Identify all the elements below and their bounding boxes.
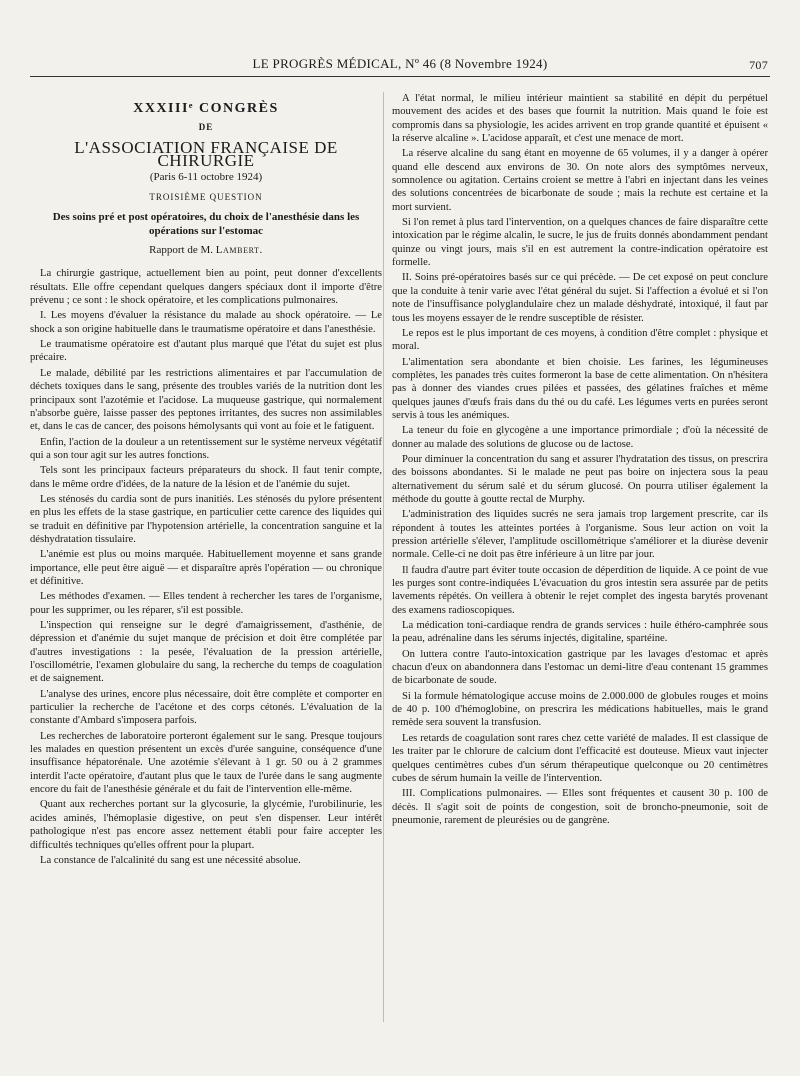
paragraph: L'alimentation sera abondante et bien choisie. Les farines, les légumineuses complètes, les panades très cuites formeront la base de cette alimentation. On n'hésitera pas à donner des viandes crues pilées et passées, des gélatines fraîches et même quelques jaunes d'œufs frais dans du thé ou du café. Les légumes verts en purées seront servis à tous les anémiques.	[392, 356, 768, 421]
paragraph: Les retards de coagulation sont rares chez cette variété de malades. Il est classique de les traiter par le chlorure de calcium dont l'efficacité est douteuse. Mieux vaut injecter quelques centimètres cubes d'un sérum thérapeutique quelconque ou 20 centimètres cubes de sérum humain la veille de l'intervention.	[392, 732, 768, 784]
rapport-author: Lambert.	[215, 244, 263, 257]
association-heading: L'ASSOCIATION FRANÇAISE DE CHIRURGIE	[74, 137, 338, 171]
paragraph: Si l'on remet à plus tard l'intervention, on a quelques chances de faire disparaître cette intoxication par le régime alcalin, le sucre, le jus de fruits donnés abondamment pendant quinze ou vingt jours, mais s'il en est autrement la contre-indication opératoire est formelle.	[392, 217, 768, 269]
question-label: TROISIÈME QUESTION	[149, 191, 263, 202]
paragraph: La constance de l'alcalinité du sang est une nécessité absolue.	[40, 854, 301, 866]
paragraph: Quant aux recherches portant sur la glycosurie, la glycémie, l'urobilinurie, les acides aminés, l'hémoplasie digestive, on peut s'en dispenser. Leur intérêt pathologique n'est pas encore assez nettement établi pour faire accepter les difficultés techniques qu'elles offrent pour la plupart.	[30, 799, 382, 851]
paragraph: I. Les moyens d'évaluer la résistance du malade au shock opératoire. — Le shock a son origine habituelle dans le traumatisme opératoire et dans l'anesthésie.	[30, 310, 382, 335]
paragraph: Tels sont les principaux facteurs préparateurs du shock. Il faut tenir compte, dans le même ordre d'idées, de la nature de la lésion et de l'anémie du sujet.	[30, 465, 382, 490]
paragraph: Pour diminuer la concentration du sang et assurer l'hydratation des tissus, on prescrira des boissons abondantes. Si le malade ne peut pas boire on injectera sous la peau alternativement du sérum salé et du sérum glucosé. On pourra utiliser également la méthode du goutte à goutte rectal de Murphy.	[392, 453, 768, 505]
paragraph: Les recherches de laboratoire porteront également sur le sang. Presque toujours les malades en question présentent un excès d'urée sanguine, conséquence d'une insuffisance hépatorénale. Une azotémie s'élevant à 1 gr. 50 ou à 2 grammes interdit l'acte opératoire, d'autant plus que le taux de l'urée dans le sang augmente encore du fait de l'anesthésie générale et du fait de l'intervention elle-même.	[30, 730, 382, 796]
paragraph: L'analyse des urines, encore plus nécessaire, doit être complète et comporter en particulier la recherche de l'acétone et des corps cétonés. L'évaluation de la constante d'Ambard s'imposera parfois.	[30, 688, 382, 727]
paragraph: L'administration des liquides sucrés ne sera jamais trop largement prescrite, car ils répondent à toutes les atteintes portées à l'organisme. Sous leur action on voit la pression artérielle s'élever, l'amplitude oscillométrique s'améliorer et la diurèse devenir normale. Celle-ci ne doit pas être inférieure à un litre par jour.	[392, 509, 768, 561]
page-header	[30, 56, 770, 78]
paragraph: III. Complications pulmonaires. — Elles sont fréquentes et causent 30 p. 100 de décès. Il s'agit soit de points de congestion, soit de broncho-pneumonie, soit de pneumonie, rarement de pleurésies ou de gangrène.	[392, 788, 768, 826]
paragraph: Le repos est le plus important de ces moyens, à condition d'être complet : physique et moral.	[392, 327, 768, 353]
paragraph: L'anémie est plus ou moins marquée. Habituellement moyenne et sans grande importance, elle peut être aiguë — et disparaître après l'opération — ou chronique et définitive.	[30, 549, 382, 587]
left-body	[30, 267, 382, 867]
page-number: 707	[749, 58, 768, 72]
paragraph: Le traumatisme opératoire est d'autant plus marqué que l'état du sujet est plus précaire.	[30, 339, 382, 364]
paragraph: A l'état normal, le milieu intérieur maintient sa stabilité en dépit du perpétuel mouvement des acides et des bases que fournit la nutrition. Mais quand le foie est compromis dans sa physiologie, les acides arrivent en trop grande quantité et épuisent « la réserve alcaline ». L'acidose apparaît, et c'est une menace de mort.	[392, 93, 768, 145]
journal-title: LE PROGRÈS MÉDICAL, Nº 46 (8 Novembre 1924)	[252, 56, 548, 71]
paragraph: L'inspection qui renseigne sur le degré d'amaigrissement, d'asthénie, de dépression et d'anémie du sujet manque de précision et doit être complétée par d'autres investigations : la pesée, l'évaluation de la pression artérielle, l'oscillométrie, l'examen globulaire du sang, la recherche du temps de coagulation et de saignement.	[30, 620, 382, 685]
paragraph: Il faudra d'autre part éviter toute occasion de déperdition de liquide. A ce point de vue les purges sont contre-indiquées L'évacuation du gros intestin sera assurée par de petits lavements répétés. On veillera à obtenir le rejet complet des ingesta barytés provenant des examens radioscopiques.	[392, 564, 768, 616]
congress-heading: XXXIIIᵉ CONGRÈS	[133, 101, 279, 116]
paragraph: La chirurgie gastrique, actuellement bien au point, peut donner d'excellents résultats. Elle offre cependant quelques dangers spéciaux dont il importe d'être prévenu ; ce sont : le shock opératoire, et les complications pulmonaires.	[30, 268, 382, 307]
paragraph: Le malade, débilité par les restrictions alimentaires et par l'accumulation de déchets toxiques dans le sang, présente des troubles variés de la nutrition dont les principaux sont l'azotémie et l'acidose. La muqueuse gastrique, qui normalement n'absorbe guère, laisse passer des peptones irritantes, des sucres non assimilables et, dans le cas de cancer, des poisons hémolysants qui vont au foie et le fatiguent.	[30, 367, 382, 433]
congress-dates: (Paris 6-11 octobre 1924)	[149, 171, 263, 184]
paragraph: La médication toni-cardiaque rendra de grands services : huile éthéro-camphrée sous la peau, adrénaline dans les sérums injectés, digitaline, spartéine.	[392, 620, 768, 645]
paragraph: II. Soins pré-opératoires basés sur ce qui précède. — De cet exposé on peut conclure que la conduite à tenir varie avec l'état général du sujet. Si l'affection a évolué et si l'on note de l'insuffisance polyglandulaire chez un malade déshydraté, intoxiqué, il faut par tous les moyens essayer de le rendre susceptible de résister.	[392, 272, 768, 324]
header-rule	[30, 76, 770, 77]
rapport-prefix: Rapport de M.	[149, 244, 216, 257]
article-subject: Des soins pré et post opératoires, du choix de l'anesthésie dans les opérations sur l'estomac	[52, 211, 360, 238]
paragraph: La teneur du foie en glycogène a une importance primordiale ; d'où la nécessité de donner au malade des solutions de glucose ou de lactose.	[392, 425, 768, 450]
paragraph: Les sténosés du cardia sont de purs inanitiés. Les sténosés du pylore présentent en plus les effets de la stase gastrique, en particulier cette carence des liquides qui se traduit en définitive par l'hypotension artérielle, la concentration sanguine et la déshydratation tissulaire.	[30, 493, 382, 545]
paragraph: Enfin, l'action de la douleur a un retentissement sur le système nerveux végétatif qui a son tour agit sur les autres fonctions.	[30, 436, 382, 461]
rapport-line	[30, 244, 382, 257]
right-column	[392, 92, 768, 1032]
left-column	[30, 92, 382, 1032]
right-body	[392, 92, 768, 827]
paragraph: On luttera contre l'auto-intoxication gastrique par les lavages d'estomac et après chacun d'eux on abandonnera dans l'estomac un demi-litre d'eau contenant 15 grammes de bicarbonate de soude.	[392, 648, 768, 687]
congress-de: DE	[198, 122, 214, 133]
column-divider	[383, 92, 384, 1022]
paragraph: Si la formule hématologique accuse moins de 2.000.000 de globules rouges et moins de 40 p. 100 d'hémoglobine, on prescrira les médications habituelles, mais le grand remède sera souvent la transfusion.	[392, 690, 768, 729]
paragraph: La réserve alcaline du sang étant en moyenne de 65 volumes, il y a danger à opérer quand elle descend aux environs de 30. On note alors des symptômes nerveux, somnolence ou agitation. Certains croient se mettre à l'abri en injectant dans les veines des solutions concentrées de bicarbonate de soude ; mais la rechute est certaine et la mort survient.	[392, 148, 768, 213]
paragraph: Les méthodes d'examen. — Elles tendent à rechercher les tares de l'organisme, pour les supprimer, ou les réparer, s'il est possible.	[30, 591, 382, 616]
